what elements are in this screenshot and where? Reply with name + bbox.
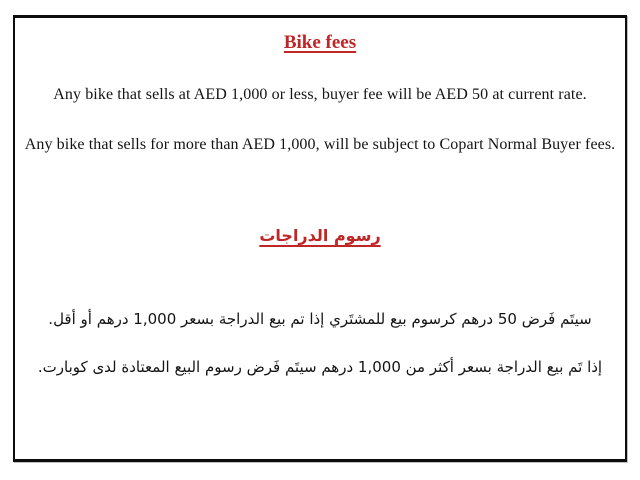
title-english: Bike fees (283, 32, 357, 53)
title-arabic: رسوم الدراجات (259, 226, 381, 245)
arabic-paragraph-1: سيتَم فَرض 50 درهم كرسوم بيع للمشتَري إذا تم بيع الدراجة بسعر 1,000 درهم أو أقل. (48, 310, 592, 328)
content-frame (13, 15, 627, 462)
arabic-paragraph-2: إذا تَم بيع الدراجة بسعر أكثر من 1,000 درهم سيتَم فَرض رسوم البيع المعتادة لدى كوبارت. (37, 358, 603, 376)
english-paragraph-1: Any bike that sells at AED 1,000 or less, buyer fee will be AED 50 at current rate. (53, 86, 587, 103)
english-paragraph-2: Any bike that sells for more than AED 1,000, will be subject to Copart Normal Buyer fees. (24, 136, 616, 153)
